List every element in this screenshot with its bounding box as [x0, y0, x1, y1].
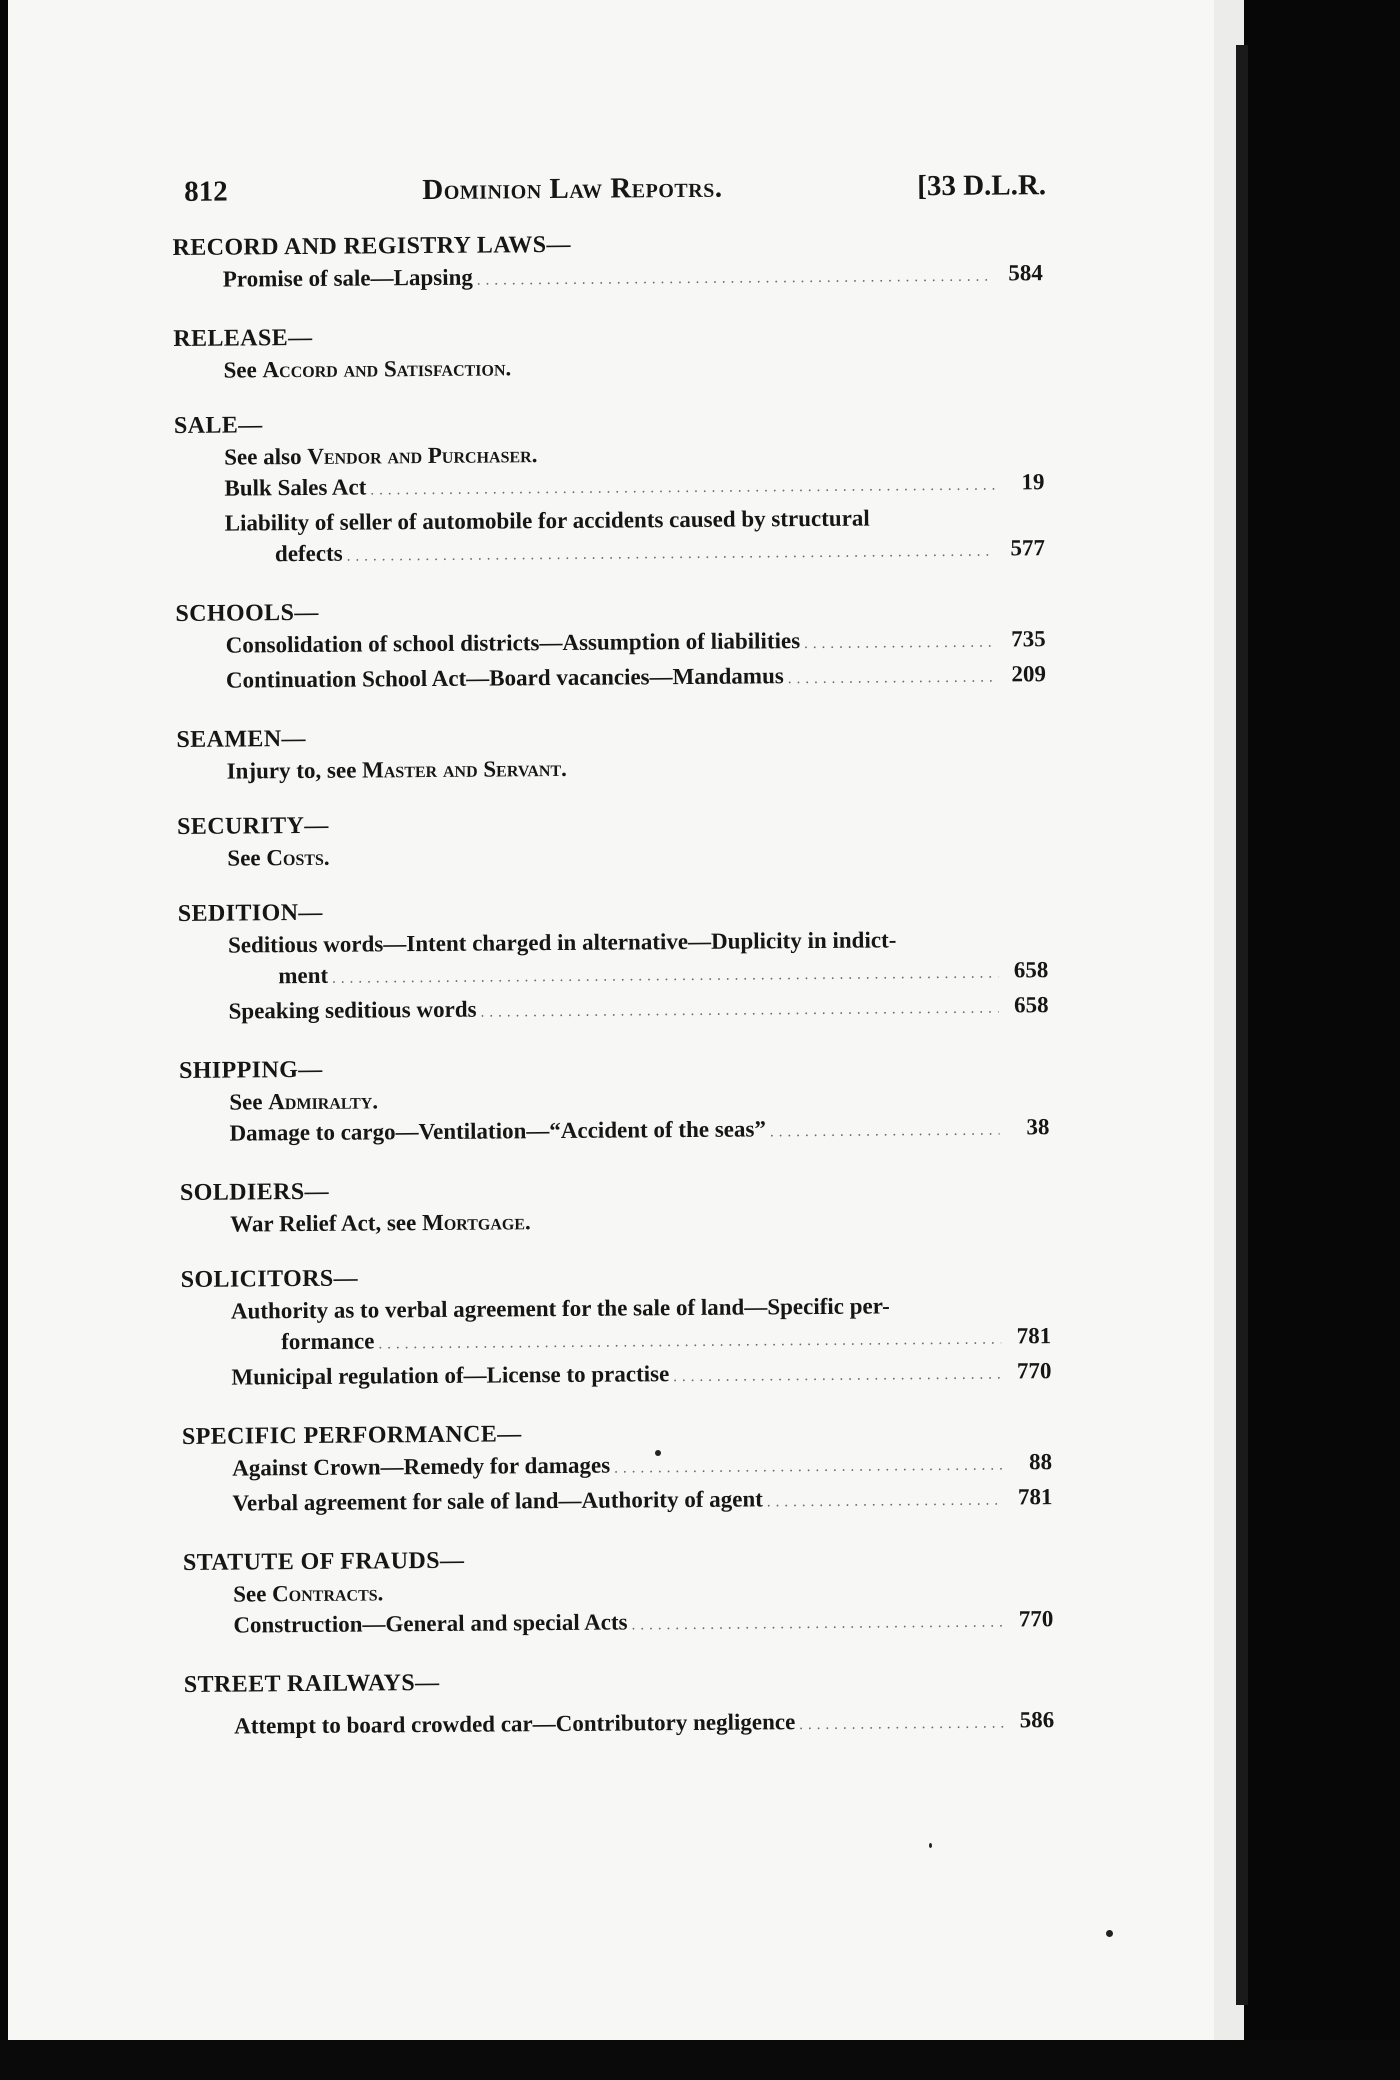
index-section-soldiers [180, 1171, 1050, 1240]
index-section-specific-performance [182, 1415, 1053, 1523]
index-entry [182, 1446, 1052, 1488]
cross-reference [180, 1202, 1050, 1240]
entry-text-line2: formance [281, 1328, 375, 1355]
entry-page: 209 [1011, 661, 1047, 687]
running-header [184, 169, 1046, 209]
section-heading: SCHOOLS— [175, 599, 319, 627]
entry-text-line2: ment [278, 962, 329, 989]
index-entry [176, 658, 1046, 700]
index-entry [173, 257, 1043, 299]
dot-leader [631, 1608, 1003, 1642]
see-target: Vendor and Purchaser. [307, 442, 538, 469]
index-section-solicitors [181, 1258, 1052, 1397]
dot-leader [370, 471, 994, 507]
cross-reference [173, 348, 1043, 386]
see-target: Costs. [266, 844, 330, 871]
entry-text-line2: defects [274, 540, 343, 567]
cross-reference [177, 836, 1047, 874]
dot-leader [770, 1116, 1000, 1149]
index-entry [181, 1355, 1051, 1397]
entry-page: 770 [1018, 1606, 1054, 1632]
see-target: Accord and Satisfaction. [262, 355, 512, 383]
index-section-record [172, 226, 1042, 299]
index-entry [179, 1111, 1049, 1153]
entry-text: Attempt to board crowded car—Contributory negligence [234, 1709, 796, 1739]
see-target: Admiralty. [268, 1088, 379, 1115]
cross-reference [177, 749, 1047, 787]
index-section-sedition [178, 892, 1049, 1031]
index-entry [178, 923, 1048, 996]
dot-leader [477, 262, 993, 297]
entry-text: Municipal regulation of—License to practise [231, 1361, 670, 1390]
section-heading: SEDITION— [177, 899, 323, 927]
section-heading: STREET RAILWAYS— [183, 1669, 440, 1698]
entry-text: Promise of sale—Lapsing [222, 264, 473, 292]
entry-text: Speaking seditious words [228, 996, 477, 1024]
see-target: Master and Servant. [362, 755, 567, 783]
section-heading: RECORD AND REGISTRY LAWS— [172, 231, 571, 261]
section-heading: STATUTE OF FRAUDS— [182, 1547, 465, 1576]
index-section-sale [174, 404, 1045, 574]
index-entry [175, 501, 1045, 574]
dot-leader [673, 1360, 1001, 1394]
section-heading: SALE— [173, 412, 263, 439]
see-prefix: War Relief Act, see [230, 1210, 423, 1237]
entry-page: 658 [1013, 957, 1049, 983]
index-entry [184, 1704, 1054, 1746]
section-heading: SOLDIERS— [179, 1178, 330, 1206]
entry-text: Verbal agreement for sale of land—Authority of agent [232, 1486, 763, 1516]
entry-text: Construction—General and special Acts [233, 1609, 628, 1638]
dot-leader [804, 628, 996, 661]
section-heading: SHIPPING— [178, 1056, 323, 1084]
entry-text: Consolidation of school districts—Assumption of liabilities [225, 628, 801, 658]
volume-reference: [33 D.L.R. [917, 169, 1047, 203]
index-entry [176, 623, 1046, 665]
entry-page: 658 [1013, 992, 1049, 1018]
entry-text-line1: Seditious words—Intent charged in alternative—Duplicity in indict- [227, 927, 897, 958]
see-prefix: See also [224, 443, 308, 470]
see-prefix: Injury to, see [226, 757, 363, 784]
see-prefix: See [233, 1581, 273, 1607]
index-section-schools [175, 592, 1046, 700]
index-section-seamen [176, 718, 1046, 787]
entry-text-line1: Authority as to verbal agreement for the sale of land—Specific per- [230, 1293, 890, 1324]
entry-page: 38 [1026, 1114, 1050, 1140]
index-section-street-railways [184, 1663, 1055, 1746]
see-prefix: See [227, 845, 267, 871]
entry-page: 88 [1029, 1449, 1053, 1475]
index-section-statute-of-frauds [183, 1541, 1054, 1645]
entry-text: Bulk Sales Act [224, 474, 367, 501]
dot-leader [767, 1486, 1003, 1519]
dot-leader [480, 994, 998, 1029]
index-entry [182, 1481, 1052, 1523]
entry-page: 577 [1010, 535, 1046, 561]
index-section-shipping [179, 1049, 1050, 1153]
index-section-release [173, 317, 1043, 386]
index-entry [178, 989, 1048, 1031]
entry-text: Damage to cargo—Ventilation—“Accident of the seas” [229, 1116, 766, 1146]
book-spine [1236, 45, 1248, 2005]
see-target: Contracts. [272, 1580, 384, 1607]
dot-leader [788, 663, 996, 696]
entry-page: 735 [1011, 626, 1046, 652]
ink-speck [1106, 1930, 1113, 1937]
entry-page: 770 [1016, 1358, 1052, 1384]
section-heading: SECURITY— [177, 812, 329, 840]
section-heading: SOLICITORS— [180, 1265, 359, 1293]
see-prefix: See [223, 357, 263, 383]
entry-page: 586 [1019, 1707, 1055, 1733]
dot-leader [799, 1709, 1004, 1742]
index-page-content [172, 169, 1055, 1771]
entry-text-line1: Liability of seller of automobile for accidents caused by structural [224, 505, 870, 536]
section-heading: RELEASE— [173, 324, 313, 352]
dot-leader [614, 1451, 1002, 1485]
dot-leader [332, 959, 998, 995]
index-entry [174, 466, 1044, 508]
page-number: 812 [183, 175, 228, 208]
entry-page: 584 [1008, 260, 1043, 286]
index-section-security [177, 805, 1047, 874]
entry-page: 19 [1021, 469, 1045, 495]
dot-leader [378, 1325, 1001, 1361]
ink-speck [929, 1843, 932, 1848]
section-heading: SEAMEN— [176, 725, 307, 753]
dot-leader [347, 537, 996, 573]
index-entry [181, 1289, 1051, 1362]
see-target: Mortgage. [421, 1209, 531, 1236]
index-entry [183, 1603, 1053, 1645]
see-prefix: See [229, 1089, 269, 1115]
entry-page: 781 [1016, 1323, 1052, 1349]
section-heading: SPECIFIC PERFORMANCE— [181, 1421, 522, 1450]
entry-page: 781 [1017, 1484, 1053, 1510]
scan-border [0, 2040, 1400, 2080]
entry-text: Against Crown—Remedy for damages [232, 1452, 611, 1481]
publication-title: Dominion Law Repotrs. [422, 171, 723, 207]
entry-text: Continuation School Act—Board vacancies—Mandamus [225, 663, 784, 693]
